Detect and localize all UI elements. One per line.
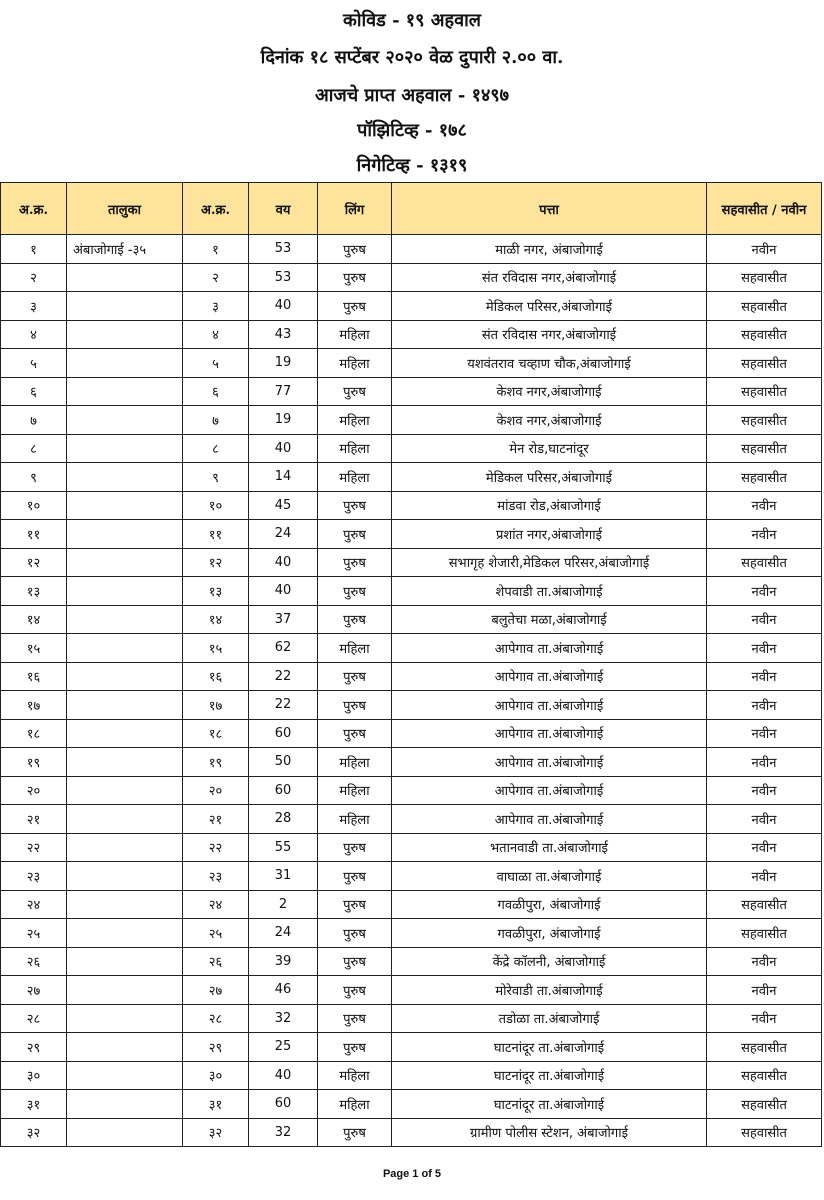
- cell-address: केंद्रे कॉलनी, अंबाजोगाई: [392, 947, 707, 976]
- cell-taluka-sr-no: १५: [183, 634, 249, 663]
- cell-contact-status: नवीन: [707, 976, 822, 1005]
- cell-taluka: [67, 605, 183, 634]
- cell-gender: पुरुष: [318, 548, 392, 577]
- cell-age: 22: [249, 662, 318, 691]
- cell-sr-no: ३१: [1, 1090, 67, 1119]
- cell-taluka: [67, 691, 183, 720]
- report-date: दिनांक १८ सप्टेंबर २०२० वेळ दुपारी २.०० वा.: [260, 47, 564, 68]
- table-row: [1, 662, 822, 691]
- table-row: [1, 434, 822, 463]
- cell-gender: पुरुष: [318, 377, 392, 406]
- cell-taluka: [67, 320, 183, 349]
- cell-address: मांडवा रोड,अंबाजोगाई: [392, 491, 707, 520]
- cell-taluka-sr-no: ८: [183, 434, 249, 463]
- cell-gender: महिला: [318, 434, 392, 463]
- cell-contact-status: नवीन: [707, 776, 822, 805]
- cell-taluka-sr-no: ३: [183, 292, 249, 321]
- cell-contact-status: नवीन: [707, 947, 822, 976]
- cell-sr-no: २३: [1, 862, 67, 891]
- cell-contact-status: सहवासीत: [707, 349, 822, 378]
- cell-address: गवळीपुरा, अंबाजोगाई: [392, 890, 707, 919]
- header-address: पत्ता: [392, 183, 707, 235]
- cell-taluka-sr-no: ११: [183, 520, 249, 549]
- cell-taluka: [67, 1061, 183, 1090]
- cell-address: आपेगाव ता.अंबाजोगाई: [392, 691, 707, 720]
- cell-address: केशव नगर,अंबाजोगाई: [392, 377, 707, 406]
- cell-contact-status: सहवासीत: [707, 292, 822, 321]
- cell-sr-no: ६: [1, 377, 67, 406]
- cell-sr-no: ११: [1, 520, 67, 549]
- cell-contact-status: नवीन: [707, 235, 822, 264]
- table-row: [1, 1090, 822, 1119]
- cell-sr-no: २०: [1, 776, 67, 805]
- cell-age: 37: [249, 605, 318, 634]
- cell-age: 40: [249, 1061, 318, 1090]
- table-row: [1, 1061, 822, 1090]
- cell-taluka-sr-no: ३२: [183, 1118, 249, 1147]
- report-title: कोविड - १९ अहवाल: [343, 10, 481, 31]
- cell-contact-status: सहवासीत: [707, 406, 822, 435]
- cell-sr-no: १३: [1, 577, 67, 606]
- cell-address: आपेगाव ता.अंबाजोगाई: [392, 719, 707, 748]
- cell-age: 24: [249, 520, 318, 549]
- cell-age: 50: [249, 748, 318, 777]
- cell-contact-status: सहवासीत: [707, 1118, 822, 1147]
- cell-sr-no: ३०: [1, 1061, 67, 1090]
- cell-taluka: अंबाजोगाई -३५: [67, 235, 183, 264]
- cell-gender: पुरुष: [318, 577, 392, 606]
- header-taluka: तालुका: [67, 183, 183, 235]
- cell-taluka-sr-no: ९: [183, 463, 249, 492]
- cell-taluka-sr-no: ५: [183, 349, 249, 378]
- received-count: आजचे प्राप्त अहवाल - १४९७: [314, 85, 510, 106]
- cell-sr-no: १६: [1, 662, 67, 691]
- cell-gender: पुरुष: [318, 833, 392, 862]
- cell-taluka: [67, 947, 183, 976]
- header-gender: लिंग: [318, 183, 392, 235]
- cell-contact-status: नवीन: [707, 719, 822, 748]
- cell-age: 77: [249, 377, 318, 406]
- table-row: [1, 548, 822, 577]
- table-row: [1, 1118, 822, 1147]
- header-age: वय: [249, 183, 318, 235]
- cell-gender: महिला: [318, 349, 392, 378]
- cell-address: घाटनांदूर ता.अंबाजोगाई: [392, 1033, 707, 1062]
- cell-age: 32: [249, 1004, 318, 1033]
- cell-age: 28: [249, 805, 318, 834]
- cell-sr-no: २: [1, 263, 67, 292]
- cell-taluka-sr-no: १३: [183, 577, 249, 606]
- cell-sr-no: ४: [1, 320, 67, 349]
- cell-contact-status: सहवासीत: [707, 1061, 822, 1090]
- cell-taluka: [67, 491, 183, 520]
- cell-taluka: [67, 805, 183, 834]
- cell-contact-status: नवीन: [707, 748, 822, 777]
- cell-address: संत रविदास नगर,अंबाजोगाई: [392, 263, 707, 292]
- table-row: [1, 235, 822, 264]
- cell-age: 31: [249, 862, 318, 891]
- cell-gender: पुरुष: [318, 919, 392, 948]
- table-row: [1, 491, 822, 520]
- cell-contact-status: नवीन: [707, 862, 822, 891]
- cell-taluka-sr-no: २९: [183, 1033, 249, 1062]
- cell-taluka-sr-no: २६: [183, 947, 249, 976]
- table-row: [1, 862, 822, 891]
- cell-gender: पुरुष: [318, 1033, 392, 1062]
- cell-age: 40: [249, 577, 318, 606]
- cell-age: 40: [249, 292, 318, 321]
- page-number: Page 1 of 5: [382, 1168, 442, 1180]
- cell-sr-no: १९: [1, 748, 67, 777]
- cell-contact-status: सहवासीत: [707, 463, 822, 492]
- cell-taluka-sr-no: ४: [183, 320, 249, 349]
- table-row: [1, 719, 822, 748]
- cell-contact-status: सहवासीत: [707, 919, 822, 948]
- cell-taluka-sr-no: २०: [183, 776, 249, 805]
- table-row: [1, 833, 822, 862]
- cell-age: 62: [249, 634, 318, 663]
- cell-taluka-sr-no: २१: [183, 805, 249, 834]
- cell-gender: पुरुष: [318, 1004, 392, 1033]
- cell-age: 32: [249, 1118, 318, 1147]
- cell-gender: महिला: [318, 406, 392, 435]
- cell-gender: महिला: [318, 748, 392, 777]
- table-row: [1, 406, 822, 435]
- table-row: [1, 1033, 822, 1062]
- cell-gender: महिला: [318, 463, 392, 492]
- cell-address: मोरेवाडी ता.अंबाजोगाई: [392, 976, 707, 1005]
- cell-address: आपेगाव ता.अंबाजोगाई: [392, 662, 707, 691]
- cell-contact-status: सहवासीत: [707, 263, 822, 292]
- cell-taluka-sr-no: २८: [183, 1004, 249, 1033]
- cell-contact-status: नवीन: [707, 833, 822, 862]
- cell-contact-status: नवीन: [707, 605, 822, 634]
- cell-sr-no: १८: [1, 719, 67, 748]
- cell-age: 60: [249, 719, 318, 748]
- cell-sr-no: ९: [1, 463, 67, 492]
- cell-taluka-sr-no: १२: [183, 548, 249, 577]
- cell-taluka: [67, 520, 183, 549]
- cell-gender: पुरुष: [318, 235, 392, 264]
- cell-sr-no: १२: [1, 548, 67, 577]
- cell-taluka: [67, 406, 183, 435]
- cell-contact-status: सहवासीत: [707, 890, 822, 919]
- cell-gender: पुरुष: [318, 890, 392, 919]
- cell-contact-status: नवीन: [707, 691, 822, 720]
- cell-contact-status: सहवासीत: [707, 548, 822, 577]
- cell-address: तडोळा ता.अंबाजोगाई: [392, 1004, 707, 1033]
- cell-gender: पुरुष: [318, 520, 392, 549]
- cell-age: 60: [249, 776, 318, 805]
- header-contact-status: सहवासीत / नवीन: [707, 183, 822, 235]
- cell-gender: पुरुष: [318, 862, 392, 891]
- cell-sr-no: ५: [1, 349, 67, 378]
- table-row: [1, 634, 822, 663]
- cell-taluka: [67, 263, 183, 292]
- cell-sr-no: २६: [1, 947, 67, 976]
- cell-taluka-sr-no: २७: [183, 976, 249, 1005]
- header-taluka-sr-no: अ.क्र.: [183, 183, 249, 235]
- table-row: [1, 890, 822, 919]
- cell-taluka-sr-no: २४: [183, 890, 249, 919]
- cell-address: आपेगाव ता.अंबाजोगाई: [392, 776, 707, 805]
- header-sr-no: अ.क्र.: [1, 183, 67, 235]
- cell-gender: महिला: [318, 1061, 392, 1090]
- cell-gender: महिला: [318, 634, 392, 663]
- table-row: [1, 292, 822, 321]
- cell-contact-status: नवीन: [707, 1004, 822, 1033]
- cell-taluka: [67, 662, 183, 691]
- cell-age: 19: [249, 406, 318, 435]
- cell-taluka-sr-no: १६: [183, 662, 249, 691]
- cell-taluka: [67, 719, 183, 748]
- cell-address: बलुतेचा मळा,अंबाजोगाई: [392, 605, 707, 634]
- cell-taluka-sr-no: १०: [183, 491, 249, 520]
- table-header-row: [1, 183, 822, 235]
- table-row: [1, 520, 822, 549]
- cell-taluka-sr-no: ३०: [183, 1061, 249, 1090]
- cell-sr-no: १०: [1, 491, 67, 520]
- cell-taluka: [67, 377, 183, 406]
- cell-gender: महिला: [318, 805, 392, 834]
- cell-sr-no: १४: [1, 605, 67, 634]
- cell-sr-no: २७: [1, 976, 67, 1005]
- cell-age: 46: [249, 976, 318, 1005]
- cell-taluka-sr-no: १८: [183, 719, 249, 748]
- cell-sr-no: २८: [1, 1004, 67, 1033]
- cell-contact-status: सहवासीत: [707, 434, 822, 463]
- cell-contact-status: नवीन: [707, 491, 822, 520]
- cell-sr-no: १७: [1, 691, 67, 720]
- cell-taluka: [67, 349, 183, 378]
- table-row: [1, 320, 822, 349]
- cell-taluka: [67, 292, 183, 321]
- table-row: [1, 691, 822, 720]
- cell-address: भतानवाडी ता.अंबाजोगाई: [392, 833, 707, 862]
- cell-address: घाटनांदूर ता.अंबाजोगाई: [392, 1090, 707, 1119]
- cell-taluka: [67, 776, 183, 805]
- cell-gender: पुरुष: [318, 691, 392, 720]
- cell-age: 22: [249, 691, 318, 720]
- cell-sr-no: १: [1, 235, 67, 264]
- cell-address: वाघाळा ता.अंबाजोगाई: [392, 862, 707, 891]
- cell-age: 39: [249, 947, 318, 976]
- cell-sr-no: १५: [1, 634, 67, 663]
- cell-age: 40: [249, 434, 318, 463]
- cell-taluka-sr-no: १७: [183, 691, 249, 720]
- cell-taluka-sr-no: २५: [183, 919, 249, 948]
- cell-address: गवळीपुरा, अंबाजोगाई: [392, 919, 707, 948]
- cell-age: 2: [249, 890, 318, 919]
- cell-gender: पुरुष: [318, 491, 392, 520]
- cell-taluka: [67, 1090, 183, 1119]
- cell-gender: महिला: [318, 1090, 392, 1119]
- table-row: [1, 463, 822, 492]
- cell-taluka-sr-no: ७: [183, 406, 249, 435]
- cell-taluka: [67, 463, 183, 492]
- cell-address: संत रविदास नगर,अंबाजोगाई: [392, 320, 707, 349]
- cell-taluka-sr-no: ३१: [183, 1090, 249, 1119]
- cell-gender: पुरुष: [318, 292, 392, 321]
- table-row: [1, 805, 822, 834]
- cell-age: 53: [249, 263, 318, 292]
- cell-sr-no: ३: [1, 292, 67, 321]
- cell-age: 55: [249, 833, 318, 862]
- cell-taluka: [67, 890, 183, 919]
- cell-taluka: [67, 976, 183, 1005]
- cell-gender: पुरुष: [318, 976, 392, 1005]
- table-body: [1, 235, 822, 1147]
- cell-contact-status: सहवासीत: [707, 1033, 822, 1062]
- cell-taluka: [67, 577, 183, 606]
- cell-gender: पुरुष: [318, 605, 392, 634]
- cell-taluka: [67, 748, 183, 777]
- table-row: [1, 605, 822, 634]
- cell-taluka: [67, 862, 183, 891]
- cell-taluka-sr-no: १९: [183, 748, 249, 777]
- table-row: [1, 748, 822, 777]
- table-row: [1, 377, 822, 406]
- table-row: [1, 776, 822, 805]
- cell-gender: महिला: [318, 776, 392, 805]
- cell-address: घाटनांदूर ता.अंबाजोगाई: [392, 1061, 707, 1090]
- cell-taluka-sr-no: २२: [183, 833, 249, 862]
- cell-taluka: [67, 1004, 183, 1033]
- cell-age: 60: [249, 1090, 318, 1119]
- cell-age: 19: [249, 349, 318, 378]
- table-row: [1, 919, 822, 948]
- cell-address: यशवंतराव चव्हाण चौक,अंबाजोगाई: [392, 349, 707, 378]
- cell-age: 43: [249, 320, 318, 349]
- cases-table: [0, 182, 822, 1147]
- cell-contact-status: नवीन: [707, 577, 822, 606]
- negative-count: निगेटिव्ह - १३१९: [356, 155, 468, 176]
- cell-age: 24: [249, 919, 318, 948]
- cell-taluka: [67, 833, 183, 862]
- cell-address: मेन रोड,घाटनांदूर: [392, 434, 707, 463]
- cell-taluka-sr-no: १: [183, 235, 249, 264]
- cell-address: ग्रामीण पोलीस स्टेशन, अंबाजोगाई: [392, 1118, 707, 1147]
- cell-sr-no: २५: [1, 919, 67, 948]
- table-row: [1, 349, 822, 378]
- cell-address: सभागृह शेजारी,मेडिकल परिसर,अंबाजोगाई: [392, 548, 707, 577]
- cell-age: 14: [249, 463, 318, 492]
- cell-address: शेपवाडी ता.अंबाजोगाई: [392, 577, 707, 606]
- cell-age: 53: [249, 235, 318, 264]
- cell-gender: पुरुष: [318, 719, 392, 748]
- cell-address: मेडिकल परिसर,अंबाजोगाई: [392, 292, 707, 321]
- cell-gender: पुरुष: [318, 662, 392, 691]
- cell-taluka-sr-no: ६: [183, 377, 249, 406]
- cell-taluka-sr-no: २३: [183, 862, 249, 891]
- table-row: [1, 976, 822, 1005]
- cell-sr-no: २१: [1, 805, 67, 834]
- cell-contact-status: नवीन: [707, 634, 822, 663]
- cell-age: 45: [249, 491, 318, 520]
- cell-contact-status: सहवासीत: [707, 377, 822, 406]
- cell-sr-no: ८: [1, 434, 67, 463]
- cell-contact-status: सहवासीत: [707, 320, 822, 349]
- table-row: [1, 577, 822, 606]
- cell-address: आपेगाव ता.अंबाजोगाई: [392, 805, 707, 834]
- cell-taluka: [67, 434, 183, 463]
- cell-sr-no: २४: [1, 890, 67, 919]
- cell-contact-status: नवीन: [707, 805, 822, 834]
- cell-address: माळी नगर, अंबाजोगाई: [392, 235, 707, 264]
- cell-gender: महिला: [318, 320, 392, 349]
- cell-sr-no: २२: [1, 833, 67, 862]
- cell-age: 40: [249, 548, 318, 577]
- cell-gender: पुरुष: [318, 263, 392, 292]
- cell-address: आपेगाव ता.अंबाजोगाई: [392, 748, 707, 777]
- cell-gender: पुरुष: [318, 1118, 392, 1147]
- cell-contact-status: नवीन: [707, 662, 822, 691]
- cell-sr-no: २९: [1, 1033, 67, 1062]
- positive-count: पॉझिटिव्ह - १७८: [357, 120, 467, 141]
- cell-contact-status: सहवासीत: [707, 1090, 822, 1119]
- cell-taluka: [67, 548, 183, 577]
- cell-taluka-sr-no: १४: [183, 605, 249, 634]
- cell-age: 25: [249, 1033, 318, 1062]
- cell-address: केशव नगर,अंबाजोगाई: [392, 406, 707, 435]
- cell-address: आपेगाव ता.अंबाजोगाई: [392, 634, 707, 663]
- cell-taluka: [67, 634, 183, 663]
- cell-address: मेडिकल परिसर,अंबाजोगाई: [392, 463, 707, 492]
- cell-taluka: [67, 1033, 183, 1062]
- table-row: [1, 1004, 822, 1033]
- table-row: [1, 947, 822, 976]
- cell-taluka: [67, 1118, 183, 1147]
- cell-taluka: [67, 919, 183, 948]
- cell-contact-status: नवीन: [707, 520, 822, 549]
- table-row: [1, 263, 822, 292]
- cell-sr-no: ३२: [1, 1118, 67, 1147]
- cell-taluka-sr-no: २: [183, 263, 249, 292]
- cell-gender: पुरुष: [318, 947, 392, 976]
- cell-address: प्रशांत नगर,अंबाजोगाई: [392, 520, 707, 549]
- cell-sr-no: ७: [1, 406, 67, 435]
